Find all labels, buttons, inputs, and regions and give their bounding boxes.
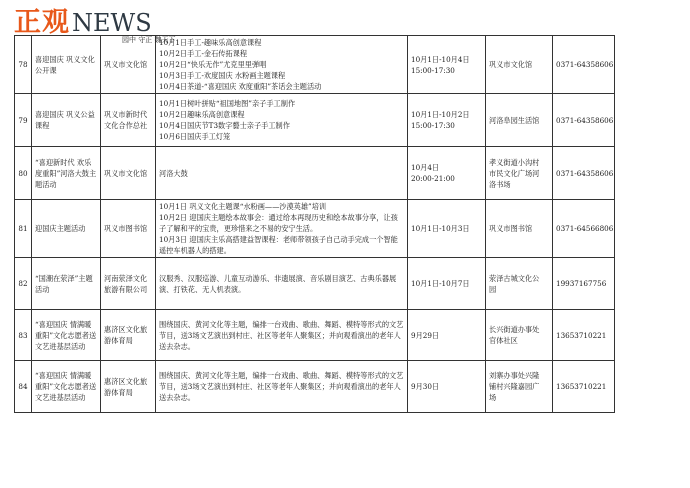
row-number: 78 xyxy=(15,36,32,94)
activity-content-line: 10月2日 迎国庆主题绘本故事会：通过给本再现历史和绘本故事分享，让孩子了解和平的宝贵，更珍惜来之不易的安宁生活。 xyxy=(159,213,398,233)
activity-content-line: 10月4日茶道-“喜迎国庆 欢度重阳”茶话会主题活动 xyxy=(159,82,322,91)
activity-table xyxy=(14,35,615,413)
activity-content-line: 汉服秀、汉服巡游、儿童互动游乐、非遗展演、音乐剧目演艺、古典乐器展演、打铁花、无人机表演。 xyxy=(159,273,397,294)
table-row xyxy=(15,36,615,94)
activity-content-line: 围绕国庆、黄河文化等主题，编排一台戏曲、歌曲、舞蹈、模特等形式的文艺节目，送3场文艺演出到村庄、社区等老年人聚集区；并向观看演出的老年人送去杂志。 xyxy=(159,371,404,402)
activity-time xyxy=(408,258,486,310)
activity-time-line: 15:00-17:30 xyxy=(411,65,455,75)
activity-time xyxy=(408,200,486,258)
news-logo xyxy=(14,8,152,38)
activity-content xyxy=(156,258,408,310)
contact-phone: 19937167756 xyxy=(553,258,615,310)
activity-content-line: 10月6日国庆手工灯笼 xyxy=(159,132,231,141)
contact-phone: 13653710221 xyxy=(553,361,615,413)
activity-place xyxy=(486,147,553,200)
activity-time-line: 10月1日-10月4日 xyxy=(411,54,470,64)
contact-phone: 0371-64358606 xyxy=(553,147,615,200)
table-row xyxy=(15,310,615,361)
activity-place-line: 官体社区 xyxy=(489,336,518,345)
activity-content xyxy=(156,147,408,200)
activity-title: 迎国庆主题活动 xyxy=(32,200,101,258)
contact-phone: 0371-64566806 xyxy=(553,200,615,258)
activity-place-line: 荥泽古城文化公 xyxy=(489,273,540,283)
activity-time xyxy=(408,310,486,361)
activity-content-line: 河洛大鼓 xyxy=(159,168,188,178)
activity-title: “国潮在荥泽”主题活动 xyxy=(32,258,101,310)
activity-place-line: 河洛阜园生活馆 xyxy=(489,115,540,125)
activity-time xyxy=(408,361,486,413)
activity-time-line: 10月1日-10月3日 xyxy=(411,224,470,233)
activity-place-line: 刘寨办事处兴隆 xyxy=(489,371,540,380)
activity-content xyxy=(156,310,408,361)
activity-place-line: 园 xyxy=(489,284,497,294)
activity-content-line: 10月2日趣味乐高创意课程 xyxy=(159,110,245,119)
activity-content-line: 围绕国庆、黄河文化等主题，编排一台戏曲、歌曲、舞蹈、模特等形式的文艺节目，送3场文艺演出到村庄、社区等老年人聚集区；并向观看演出的老年人送去杂志。 xyxy=(159,319,404,351)
activity-place-line: 洛书场 xyxy=(489,179,511,189)
activity-place xyxy=(486,361,553,413)
activity-time-line: 10月1日-10月2日 xyxy=(411,110,470,119)
activity-time-line: 10月4日 xyxy=(411,163,440,172)
activity-title: “喜迎国庆 情满暖重阳”文化志愿者送文艺进基层活动 xyxy=(32,361,101,413)
organizer: 巩义市文化馆 xyxy=(101,147,156,200)
activity-content-line: 10月3日 迎国庆主乐高搭建益智课程：老师带领孩子自己动手完成一个智能遥控车机器人的搭建。 xyxy=(159,235,398,255)
activity-time xyxy=(408,36,486,94)
activity-time-line: 20:00-21:00 xyxy=(411,174,455,183)
activity-content-line: 10月4日国庆节T3数字藝士亲子手工制作 xyxy=(159,121,290,130)
row-number: 79 xyxy=(15,94,32,147)
activity-place xyxy=(486,258,553,310)
partial-top-text: 园中 守正 魏天下 xyxy=(122,36,176,44)
activity-time xyxy=(408,147,486,200)
activity-place xyxy=(486,94,553,147)
activity-time-line: 9月30日 xyxy=(411,382,440,391)
activity-time-line: 10月1日-10月7日 xyxy=(411,279,470,288)
row-number: 81 xyxy=(15,200,32,258)
activity-place-line: 铺村兴隆嘉园广 xyxy=(489,382,540,391)
table-row xyxy=(15,94,615,147)
row-number: 80 xyxy=(15,147,32,200)
table-row xyxy=(15,258,615,310)
activity-place-line: 孝义街道小沟村 xyxy=(489,157,540,167)
activity-title: 喜迎国庆 巩义文化公开课 xyxy=(32,36,101,94)
activity-content xyxy=(156,200,408,258)
activity-content-line: 10月3日手工-欢度国庆 水粉画主题课程 xyxy=(159,71,286,80)
organizer: 巩义市新时代文化合作总社 xyxy=(101,94,156,147)
activity-content xyxy=(156,36,408,94)
activity-content xyxy=(156,94,408,147)
activity-place-line: 市民文化广场河 xyxy=(489,168,540,178)
table-row xyxy=(15,147,615,200)
activity-title: “喜迎国庆 情满暖重阳”文化志愿者送文艺进基层活动 xyxy=(32,310,101,361)
activity-title: 喜迎国庆 巩义公益课程 xyxy=(32,94,101,147)
organizer: 惠济区文化旅游体育局 xyxy=(101,361,156,413)
activity-place-line: 巩义市图书馆 xyxy=(489,224,533,233)
row-number: 83 xyxy=(15,310,32,361)
organizer: 巩义市图书馆 xyxy=(101,200,156,258)
activity-place-line: 巩义市文化馆 xyxy=(489,60,533,69)
activity-time-line: 15:00-17:30 xyxy=(411,121,455,130)
contact-phone: 0371-64358606 xyxy=(553,94,615,147)
activity-content-line: 10月2日“快乐无作”尤克里里弹唱 xyxy=(159,60,267,69)
activity-content-line: 10月1日手工-趣味乐高创意课程 xyxy=(159,38,262,47)
activity-title: “喜迎新时代 欢乐度重阳”河洛大鼓主题活动 xyxy=(32,147,101,200)
activity-time-line: 9月29日 xyxy=(411,330,440,340)
contact-phone: 0371-64358606 xyxy=(553,36,615,94)
table-row xyxy=(15,361,615,413)
activity-content-line: 10月1日 巩义文化主题课“水粉画——沙漠英雄”培训 xyxy=(159,202,327,211)
activity-time xyxy=(408,94,486,147)
logo-chinese: 正观 xyxy=(14,7,70,38)
table-body xyxy=(15,36,615,413)
activity-content-line: 10月1日树叶拼贴“祖国地图”亲子手工制作 xyxy=(159,99,296,108)
activity-place-line: 长兴街道办事处 xyxy=(489,325,540,334)
activity-place xyxy=(486,36,553,94)
organizer: 巩义市文化馆 xyxy=(101,36,156,94)
contact-phone: 13653710221 xyxy=(553,310,615,361)
row-number: 84 xyxy=(15,361,32,413)
row-number: 82 xyxy=(15,258,32,310)
organizer: 河南荥泽文化旅游有限公司 xyxy=(101,258,156,310)
activity-place xyxy=(486,200,553,258)
activity-place-line: 场 xyxy=(489,393,497,402)
organizer: 惠济区文化旅游体育局 xyxy=(101,310,156,361)
logo-english: NEWS xyxy=(72,9,152,37)
table-row xyxy=(15,200,615,258)
activity-content xyxy=(156,361,408,413)
activity-place xyxy=(486,310,553,361)
activity-content-line: 10月2日手工-金石传拓课程 xyxy=(159,49,248,58)
